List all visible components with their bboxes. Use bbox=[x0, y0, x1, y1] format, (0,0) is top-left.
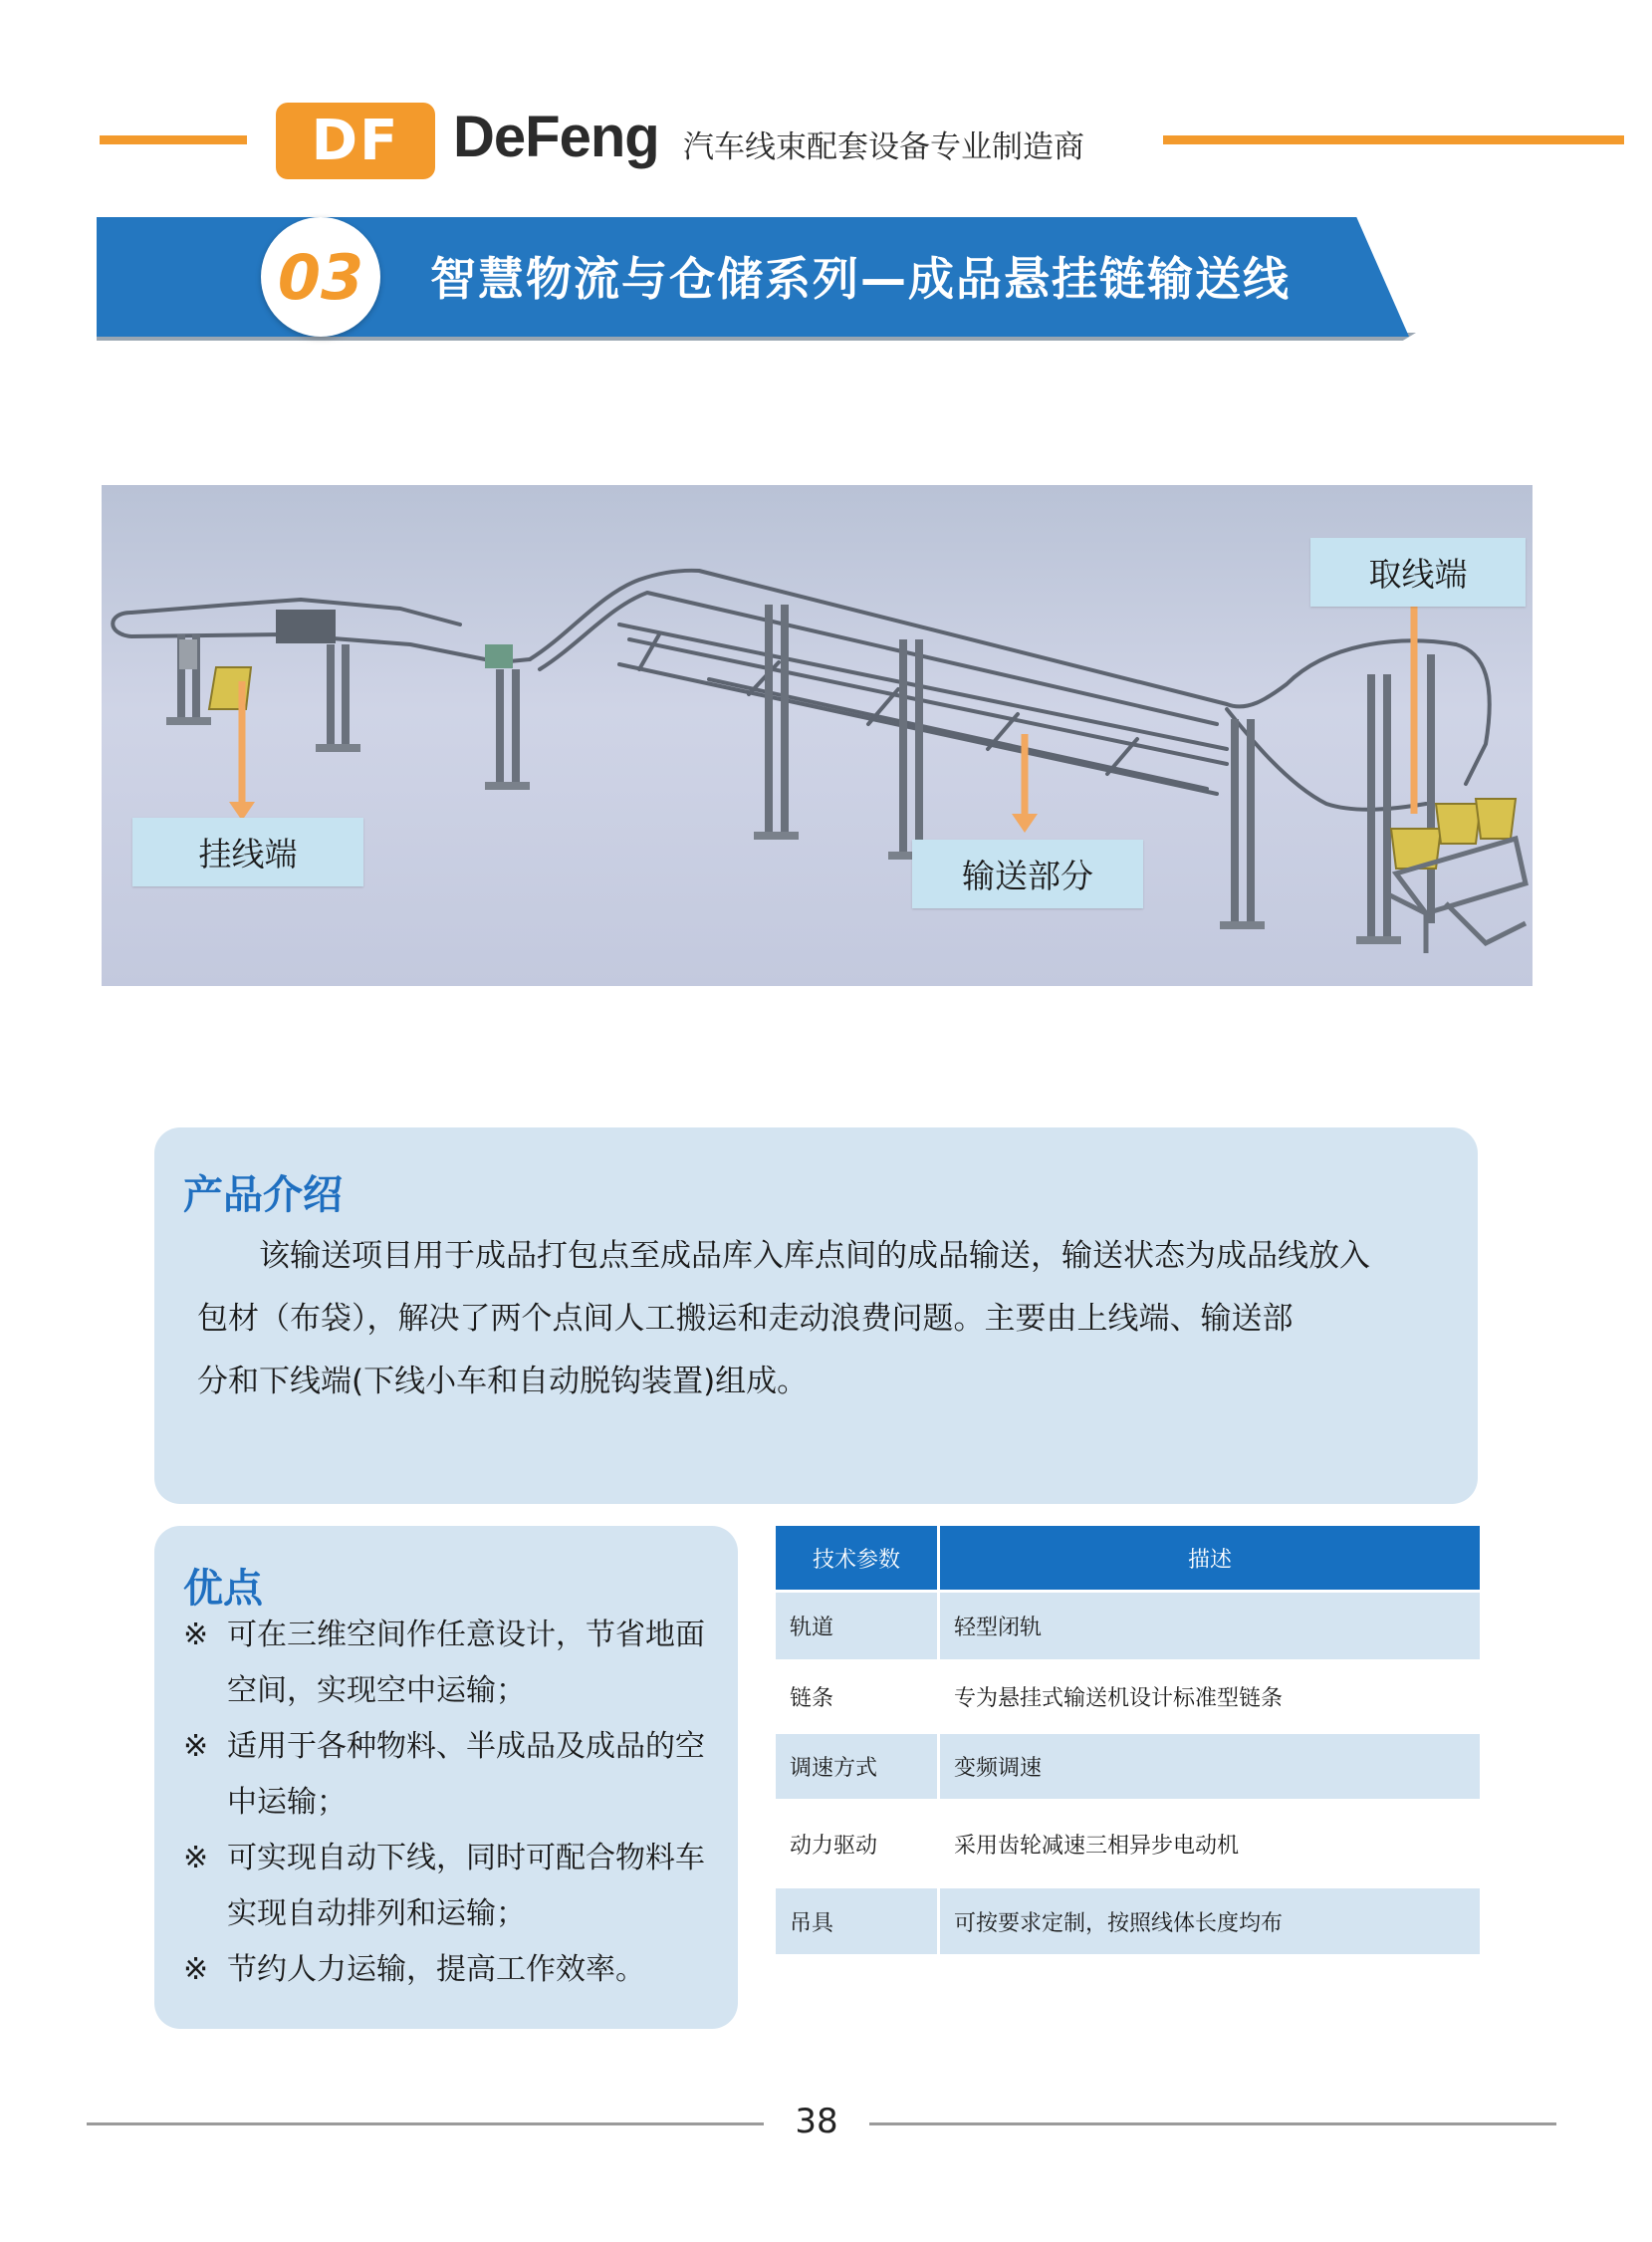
param-cell: 吊具 bbox=[790, 1910, 834, 1936]
table-row bbox=[776, 1659, 1480, 1734]
desc-cell: 轻型闭轨 bbox=[937, 1593, 1480, 1659]
advantages-list bbox=[183, 1608, 741, 1998]
intro-line-2: 包材（布袋），解决了两个点间人工搬运和走动浪费问题。主要由上线端、输送部 bbox=[197, 1301, 1294, 1337]
param-cell: 轨道 bbox=[790, 1616, 834, 1640]
intro-line-1-text: 该输送项目用于成品打包点至成品库入库点间的成品输送，输送状态为成品线放入 bbox=[259, 1238, 1370, 1274]
page-title: 智慧物流与仓储系列—成品悬挂链输送线 bbox=[430, 252, 1291, 306]
table-row bbox=[776, 1799, 1480, 1888]
intro-title: 产品介绍 bbox=[183, 1172, 343, 1218]
spec-table-header bbox=[776, 1526, 1480, 1590]
df-logo bbox=[276, 103, 435, 179]
desc-cell: 专为悬挂式输送机设计标准型链条 bbox=[937, 1659, 1480, 1734]
callout-hang-end: 挂线端 bbox=[132, 818, 363, 886]
callout-take-end: 取线端 bbox=[1310, 538, 1526, 607]
advantage-line: 可在三维空间作任意设计，节省地面 bbox=[227, 1618, 705, 1652]
header-desc: 描述 bbox=[937, 1526, 1480, 1590]
advantage-item bbox=[183, 1831, 741, 1942]
table-row bbox=[776, 1734, 1480, 1799]
intro-paragraph bbox=[197, 1225, 1442, 1413]
brand-slogan: 汽车线束配套设备专业制造商 bbox=[683, 129, 1084, 165]
reference-mark: ※ bbox=[183, 1841, 209, 1875]
advantage-item bbox=[183, 1719, 741, 1831]
footer-rule-right bbox=[869, 2122, 1556, 2125]
section-number-text: 03 bbox=[277, 240, 364, 314]
callout-convey-section: 输送部分 bbox=[912, 840, 1143, 908]
footer-rule-left bbox=[87, 2122, 764, 2125]
reference-mark: ※ bbox=[183, 1618, 209, 1652]
brand-name: DeFeng bbox=[453, 105, 659, 169]
reference-mark: ※ bbox=[183, 1729, 209, 1764]
table-row bbox=[776, 1888, 1480, 1954]
reference-mark: ※ bbox=[183, 1952, 209, 1987]
logo-text: DF bbox=[311, 109, 400, 173]
desc-cell: 可按要求定制，按照线体长度均布 bbox=[937, 1888, 1480, 1954]
header-rule-right bbox=[1163, 135, 1624, 144]
advantage-line: 空间，实现空中运输； bbox=[227, 1673, 526, 1708]
header-rule-left bbox=[100, 135, 247, 144]
spec-table bbox=[776, 1526, 1480, 1954]
advantage-line: 节约人力运输，提高工作效率。 bbox=[227, 1952, 645, 1987]
advantage-item bbox=[183, 1608, 741, 1719]
advantage-line: 可实现自动下线，同时可配合物料车 bbox=[227, 1841, 705, 1875]
page-number: 38 bbox=[795, 2102, 838, 2141]
intro-line-1 bbox=[197, 1225, 1442, 1288]
table-row bbox=[776, 1593, 1480, 1659]
param-cell: 动力驱动 bbox=[790, 1833, 878, 1859]
advantage-line: 中运输； bbox=[227, 1785, 347, 1820]
advantage-line: 实现自动排列和运输； bbox=[227, 1896, 526, 1931]
advantage-line: 适用于各种物料、半成品及成品的空 bbox=[227, 1729, 705, 1764]
param-cell: 链条 bbox=[790, 1686, 834, 1711]
intro-line-3: 分和下线端(下线小车和自动脱钩装置)组成。 bbox=[197, 1364, 809, 1399]
advantage-item bbox=[183, 1942, 741, 1998]
desc-cell: 变频调速 bbox=[937, 1734, 1480, 1799]
advantages-title: 优点 bbox=[183, 1566, 263, 1612]
section-number bbox=[261, 217, 380, 337]
desc-cell: 采用齿轮减速三相异步电动机 bbox=[937, 1799, 1480, 1888]
header-param: 技术参数 bbox=[812, 1547, 900, 1573]
param-cell: 调速方式 bbox=[790, 1756, 878, 1781]
